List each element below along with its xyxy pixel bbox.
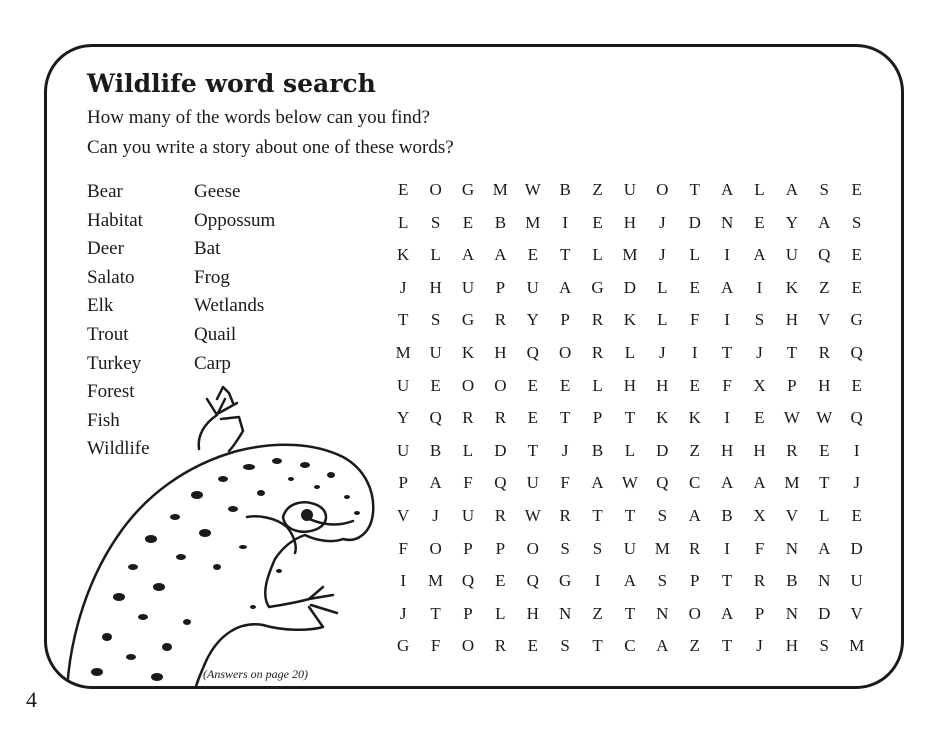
- grid-letter: K: [785, 277, 799, 297]
- grid-letter: A: [623, 571, 637, 591]
- grid-letter: T: [592, 636, 603, 656]
- grid-letter: E: [689, 375, 700, 395]
- grid-letter: S: [819, 636, 829, 656]
- grid-letter: O: [429, 180, 442, 199]
- word-list-column-2: [194, 178, 275, 378]
- grid-letter: P: [689, 571, 700, 591]
- grid-letter: A: [559, 277, 572, 297]
- grid-letter: W: [816, 408, 833, 428]
- grid-letter: Q: [850, 342, 863, 362]
- grid-letter: O: [461, 636, 475, 656]
- grid-letter: R: [494, 310, 507, 330]
- grid-letter: Z: [689, 636, 700, 656]
- grid-letter: U: [623, 538, 637, 558]
- grid-letter: E: [430, 375, 441, 395]
- grid-letter: W: [524, 505, 541, 525]
- grid-letter: E: [559, 375, 571, 395]
- grid-letter: M: [525, 212, 541, 232]
- grid-letter: R: [559, 505, 571, 525]
- grid-letter: U: [397, 375, 410, 395]
- grid-letter: Q: [429, 408, 442, 428]
- grid-letter: P: [495, 538, 506, 558]
- grid-letter: Q: [526, 342, 539, 362]
- grid-letter: B: [559, 180, 571, 199]
- grid-letter: T: [398, 310, 409, 330]
- grid-letter: R: [689, 538, 701, 558]
- grid-letter: E: [527, 375, 538, 395]
- grid-letter: G: [559, 571, 572, 591]
- grid-letter: V: [397, 505, 410, 525]
- grid-letter: U: [461, 277, 475, 297]
- grid-letter: Y: [526, 310, 539, 330]
- grid-letter: T: [786, 342, 798, 362]
- grid-letter: M: [784, 473, 800, 493]
- grid-letter: F: [398, 538, 408, 558]
- grid-letter: T: [559, 245, 571, 265]
- grid-letter: I: [562, 212, 568, 232]
- grid-letter: E: [754, 408, 765, 428]
- grid-letter: A: [494, 245, 507, 265]
- grid-letter: L: [430, 245, 441, 265]
- grid-letter: A: [753, 245, 766, 265]
- grid-letter: H: [623, 212, 637, 232]
- grid-letter: E: [527, 636, 538, 656]
- grid-letter: T: [721, 636, 733, 656]
- grid-letter: M: [395, 342, 411, 362]
- grid-letter: K: [397, 245, 410, 265]
- word-list-item: Salato: [87, 266, 135, 288]
- grid-letter: E: [819, 440, 830, 460]
- grid-letter: G: [591, 277, 604, 297]
- word-list-item: Wetlands: [194, 295, 265, 317]
- grid-letter: V: [785, 505, 799, 525]
- grid-letter: T: [721, 342, 733, 362]
- grid-letter: Z: [592, 180, 603, 199]
- grid-letter: E: [851, 505, 862, 525]
- grid-letter: J: [432, 505, 439, 525]
- grid-letter: P: [495, 277, 506, 297]
- grid-letter: H: [785, 636, 799, 656]
- grid-letter: P: [463, 538, 473, 558]
- grid-letter: M: [654, 538, 670, 558]
- grid-letter: A: [720, 473, 734, 493]
- grid-letter: Q: [461, 571, 475, 591]
- grid-letter: W: [524, 180, 541, 199]
- grid-letter: N: [656, 603, 669, 623]
- letter-grid: [387, 174, 873, 663]
- grid-letter: D: [623, 277, 637, 297]
- grid-letter: F: [689, 310, 700, 330]
- subtitle-question: How many of the words below can you find?: [87, 107, 430, 128]
- grid-letter: Q: [818, 245, 831, 265]
- grid-letter: H: [623, 375, 637, 395]
- grid-letter: Z: [592, 603, 603, 623]
- grid-letter: E: [851, 375, 862, 395]
- grid-letter: F: [463, 473, 473, 493]
- grid-letter: S: [657, 505, 668, 525]
- grid-letter: N: [559, 603, 572, 623]
- grid-letter: L: [398, 212, 409, 232]
- grid-letter: E: [495, 571, 506, 591]
- grid-letter: D: [494, 440, 507, 460]
- grid-letter: S: [430, 212, 441, 232]
- grid-letter: P: [398, 473, 408, 493]
- word-list-item: Turkey: [87, 352, 142, 374]
- grid-letter: L: [624, 440, 636, 460]
- grid-letter: E: [851, 245, 862, 265]
- grid-letter: E: [398, 180, 409, 199]
- grid-letter: L: [592, 245, 603, 265]
- grid-letter: R: [494, 505, 507, 525]
- grid-letter: O: [494, 375, 507, 395]
- word-list-item: Fish: [87, 409, 120, 431]
- grid-letter: J: [659, 212, 666, 232]
- grid-letter: L: [495, 603, 506, 623]
- grid-letter: H: [818, 375, 831, 395]
- grid-letter: Q: [494, 473, 507, 493]
- grid-letter: I: [756, 277, 763, 297]
- word-search-card: [44, 44, 904, 689]
- grid-letter: A: [461, 245, 475, 265]
- grid-letter: A: [656, 636, 669, 656]
- grid-letter: L: [657, 277, 668, 297]
- grid-letter: K: [656, 408, 669, 428]
- grid-letter: F: [722, 375, 732, 395]
- grid-letter: L: [592, 375, 603, 395]
- grid-letter: Q: [526, 571, 539, 591]
- grid-letter: E: [527, 245, 538, 265]
- grid-letter: A: [688, 505, 701, 525]
- grid-letter: R: [462, 408, 474, 428]
- word-list-item: Deer: [87, 238, 124, 260]
- grid-letter: I: [724, 310, 730, 330]
- grid-letter: T: [624, 408, 636, 428]
- grid-letter: P: [787, 375, 797, 395]
- grid-letter: M: [849, 636, 865, 656]
- grid-letter: I: [724, 245, 730, 265]
- grid-letter: J: [399, 603, 407, 623]
- grid-letter: B: [494, 212, 507, 232]
- grid-letter: A: [720, 277, 734, 297]
- grid-letter: Q: [850, 408, 863, 428]
- grid-letter: G: [397, 636, 410, 656]
- grid-letter: R: [818, 342, 830, 362]
- grid-letter: M: [622, 245, 638, 265]
- grid-letter: C: [624, 636, 636, 656]
- grid-letter: A: [720, 180, 734, 199]
- grid-letter: J: [756, 636, 763, 656]
- grid-letter: D: [688, 212, 701, 232]
- grid-letter: U: [526, 473, 539, 493]
- grid-letter: M: [428, 571, 444, 591]
- grid-letter: X: [753, 505, 766, 525]
- grid-letter: E: [689, 277, 700, 297]
- grid-letter: R: [494, 636, 507, 656]
- grid-letter: B: [786, 571, 798, 591]
- grid-letter: J: [659, 245, 666, 265]
- grid-letter: E: [527, 408, 538, 428]
- grid-letter: P: [560, 310, 570, 330]
- grid-letter: N: [720, 212, 734, 232]
- grid-letter: L: [624, 342, 636, 362]
- grid-letter: K: [688, 408, 701, 428]
- grid-letter: A: [785, 180, 799, 199]
- grid-letter: J: [853, 473, 860, 493]
- grid-letter: B: [721, 505, 733, 525]
- grid-letter: O: [656, 180, 669, 199]
- subtitle-prompt: Can you write a story about one of these words?: [87, 137, 454, 158]
- grid-letter: T: [819, 473, 830, 493]
- grid-letter: J: [399, 277, 407, 297]
- grid-letter: O: [429, 538, 442, 558]
- grid-letter: G: [461, 310, 475, 330]
- grid-letter: F: [560, 473, 570, 493]
- word-list-item: Forest: [87, 381, 135, 403]
- grid-letter: I: [853, 440, 860, 460]
- word-list-item: Bat: [194, 238, 221, 260]
- grid-letter: F: [430, 636, 441, 656]
- grid-letter: C: [689, 473, 701, 493]
- grid-letter: S: [851, 212, 862, 232]
- grid-letter: X: [753, 375, 766, 395]
- word-list-item: Habitat: [87, 209, 143, 231]
- word-list-item: Trout: [87, 323, 129, 345]
- grid-letter: Y: [785, 212, 799, 232]
- page-title: Wildlife word search: [87, 69, 376, 98]
- grid-letter: E: [462, 212, 474, 232]
- grid-letter: T: [689, 180, 700, 199]
- grid-letter: T: [592, 505, 603, 525]
- grid-letter: L: [462, 440, 474, 460]
- grid-letter: O: [559, 342, 572, 362]
- page-number: 4: [26, 687, 37, 712]
- grid-letter: A: [720, 603, 734, 623]
- grid-letter: H: [656, 375, 669, 395]
- grid-letter: S: [592, 538, 603, 558]
- grid-letter: U: [461, 505, 475, 525]
- grid-letter: S: [560, 538, 570, 558]
- grid-letter: A: [818, 538, 831, 558]
- grid-letter: J: [659, 342, 666, 362]
- grid-letter: B: [429, 440, 442, 460]
- grid-letter: I: [400, 571, 407, 591]
- grid-letter: S: [430, 310, 441, 330]
- grid-letter: R: [494, 408, 507, 428]
- grid-letter: A: [753, 473, 766, 493]
- grid-letter: N: [785, 538, 799, 558]
- grid-letter: T: [624, 603, 636, 623]
- grid-letter: I: [691, 342, 698, 362]
- grid-letter: H: [753, 440, 766, 460]
- grid-letter: Q: [656, 473, 669, 493]
- grid-letter: T: [430, 603, 441, 623]
- grid-letter: A: [818, 212, 831, 232]
- grid-letter: F: [754, 538, 765, 558]
- grid-letter: T: [624, 505, 636, 525]
- grid-letter: R: [591, 310, 604, 330]
- grid-letter: U: [623, 180, 637, 199]
- grid-letter: E: [851, 277, 862, 297]
- grid-letter: U: [526, 277, 539, 297]
- grid-letter: I: [724, 408, 730, 428]
- grid-letter: H: [720, 440, 734, 460]
- grid-letter: D: [850, 538, 863, 558]
- grid-letter: O: [461, 375, 475, 395]
- grid-letter: U: [429, 342, 442, 362]
- grid-letter: A: [591, 473, 604, 493]
- grid-letter: G: [850, 310, 863, 330]
- grid-letter: L: [754, 180, 765, 199]
- grid-letter: R: [753, 571, 766, 591]
- grid-letter: T: [559, 408, 571, 428]
- grid-letter: S: [754, 310, 765, 330]
- grid-letter: K: [623, 310, 637, 330]
- word-list-item: Wildlife: [87, 438, 150, 460]
- grid-letter: E: [754, 212, 765, 232]
- word-list-item: Geese: [194, 181, 241, 202]
- grid-letter: N: [818, 571, 831, 591]
- word-list-item: Bear: [87, 181, 123, 202]
- grid-letter: B: [591, 440, 604, 460]
- word-list-item: Carp: [194, 352, 231, 374]
- grid-letter: S: [560, 636, 570, 656]
- grid-letter: D: [818, 603, 831, 623]
- grid-letter: J: [561, 440, 569, 460]
- grid-letter: T: [721, 571, 733, 591]
- grid-letter: L: [657, 310, 668, 330]
- grid-letter: V: [818, 310, 831, 330]
- grid-letter: P: [463, 603, 473, 623]
- grid-letter: P: [754, 603, 765, 623]
- grid-letter: M: [492, 180, 508, 199]
- word-list-item: Quail: [194, 323, 237, 345]
- grid-letter: D: [656, 440, 669, 460]
- grid-letter: Y: [397, 408, 410, 428]
- grid-letter: U: [785, 245, 799, 265]
- grid-letter: O: [688, 603, 701, 623]
- word-list-item: Oppossum: [194, 209, 276, 231]
- word-list-item: Elk: [87, 295, 114, 317]
- grid-letter: W: [621, 473, 638, 493]
- grid-letter: R: [591, 342, 604, 362]
- grid-letter: I: [724, 538, 730, 558]
- word-list-column-1: [87, 178, 150, 464]
- grid-letter: H: [494, 342, 507, 362]
- grid-letter: V: [850, 603, 863, 623]
- grid-letter: L: [819, 505, 830, 525]
- grid-letter: H: [429, 277, 442, 297]
- grid-letter: U: [397, 440, 410, 460]
- grid-letter: O: [526, 538, 539, 558]
- grid-letter: H: [785, 310, 799, 330]
- grid-letter: W: [783, 408, 800, 428]
- answers-note: (Answers on page 20): [203, 667, 308, 681]
- grid-letter: S: [657, 571, 668, 591]
- grid-letter: U: [850, 571, 863, 591]
- grid-letter: K: [461, 342, 475, 362]
- grid-letter: J: [756, 342, 763, 362]
- grid-letter: A: [429, 473, 442, 493]
- grid-letter: E: [851, 180, 862, 199]
- grid-letter: S: [819, 180, 829, 199]
- grid-letter: P: [592, 408, 603, 428]
- grid-letter: N: [785, 603, 799, 623]
- grid-letter: I: [594, 571, 601, 591]
- grid-letter: H: [526, 603, 539, 623]
- grid-letter: Z: [819, 277, 830, 297]
- grid-letter: T: [527, 440, 538, 460]
- word-list-item: Frog: [194, 266, 230, 288]
- grid-letter: E: [592, 212, 603, 232]
- grid-letter: R: [786, 440, 798, 460]
- grid-letter: Z: [689, 440, 700, 460]
- grid-letter: G: [461, 180, 475, 199]
- grid-letter: L: [689, 245, 700, 265]
